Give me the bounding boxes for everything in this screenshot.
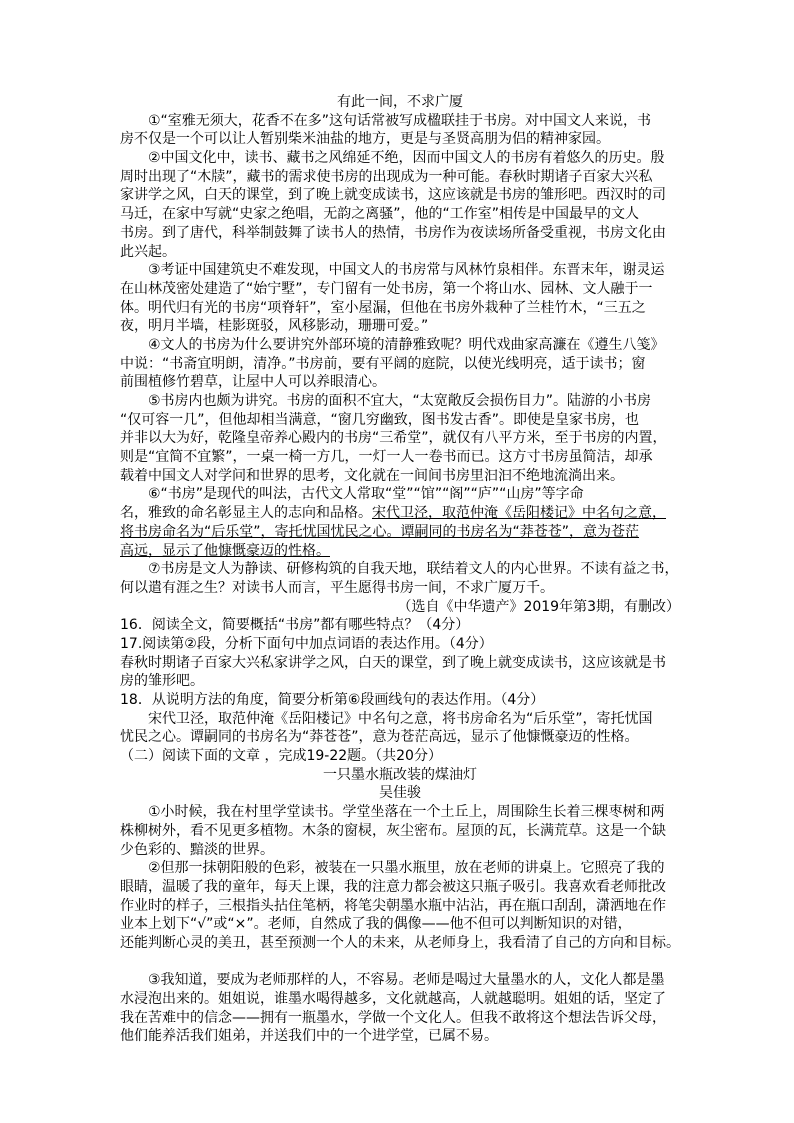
text-line: 作业时的样子，三根指头拈住笔柄，将笔尖朝墨水瓶中沾沾，再在瓶口刮刮，潇洒地在作 (120, 897, 666, 914)
article-2-paragraph-1 (120, 803, 680, 859)
text-line: 少色彩的、黯淡的世界。 (120, 841, 274, 858)
question-17: 17.阅读第②段，分析下面句中加点词语的表达作用。（4分） (120, 635, 493, 652)
underlined-sentence: 宋代卫泾，取范仲淹《岳阳楼记》中名句之意， (372, 505, 666, 522)
underlined-sentence: 高远，显示了他慷慨豪迈的性格。 (120, 542, 330, 559)
question-18-quote: 忧民之心。谭嗣同的书房名为“莽苍苍”，意为苍茫高远，显示了他慷慨豪迈的性格。 (120, 729, 639, 746)
paragraph-1 (120, 112, 680, 149)
text-line: 眼睛，温暖了我的童年，每天上课，我的注意力都会被这只瓶子吸引。我喜欢看老师批改 (120, 878, 666, 895)
text-line: ①“室雅无须大，花香不在多”这句话常被写成楹联挂于书房。对中国文人来说，书 (120, 112, 652, 129)
text-line: 家讲学之风，白天的课堂，到了晚上就变成读书，这应该就是书房的雏形吧。西汉时的司 (120, 187, 666, 204)
question-17-quote: 春秋时期诸子百家大兴私家讲学之风，白天的课堂，到了晚上就变成读书，这应该就是书 (120, 654, 666, 671)
plain-text: 名，雅致的命名彰显主人的志向和品格。 (120, 505, 372, 522)
text-line: ①小时候，我在村里学堂读书。学堂坐落在一个土丘上，周围除生长着三棵枣树和两 (120, 804, 665, 821)
text-line: 株柳树外，看不见更多植物。木条的窗棂，灰尘密布。屋顶的瓦，长满荒草。这是一个缺 (120, 822, 666, 839)
text-line: 房不仅是一个可以让人暂别柴米油盐的地方，更是与圣贤高朋为侣的精神家园。 (120, 131, 610, 148)
question-18-quote: 宋代卫泾，取范仲淹《岳阳楼记》中名句之意，将书房命名为“后乐堂”，寄托忧国 (120, 710, 653, 727)
text-line: 周时出现了“木牍”，藏书的需求使书房的出现成为一种可能。春秋时期诸子百家大兴私 (120, 168, 653, 185)
text-line: 并非以大为好，乾隆皇帝养心殿内的书房“三希堂”，就仅有八平方米，至于书房的内置， (120, 430, 667, 447)
section-2-heading: （二）阅读下面的文章 ，完成19-22题。（共20分） (120, 748, 442, 765)
text-line: “仅可容一几”，但他却相当满意，“窗几穷幽致，图书发古香”。即使是皇家书房，也 (120, 411, 640, 428)
article-title: 有此一间，不求广厦 (337, 94, 463, 110)
text-line: ③考证中国建筑史不难发现，中国文人的书房常与风林竹泉相伴。东晋末年，谢灵运 (120, 262, 665, 279)
text-line: 马迁，在家中写就“史家之绝唱，无韵之离骚”，他的“工作室”相传是中国最早的文人 (120, 206, 640, 223)
text-line: 中说：“书斋宜明朗，清净。”书房前，要有平阔的庭院，以使光线明亮，适于读书；窗 (120, 355, 646, 372)
text-line: ②但那一抹朝阳般的色彩，被装在一只墨水瓶里，放在老师的讲桌上。它照亮了我的 (120, 860, 665, 877)
underlined-sentence: 将书房命名为“后乐堂”，寄托忧国忧民之心。谭嗣同的书房名为“莽苍苍”，意为苍茫 (120, 523, 640, 540)
text-line: 则是“宜简不宜繁”，一桌一椅一方几，一灯一人一卷书而已。这方寸书房虽简洁，却承 (120, 449, 653, 466)
paragraph-2 (120, 149, 680, 261)
text-line: 他们能养活我们姐弟，并送我们中的一个进学堂，已属不易。 (120, 1028, 498, 1045)
blank-line (120, 953, 680, 972)
text-line: ②中国文化中，读书、藏书之风绵延不绝，因而中国文人的书房有着悠久的历史。殷 (120, 150, 665, 167)
question-18: 18．从说明方法的角度，简要分析第⑥段画线句的表达作用。（4分） (120, 692, 545, 708)
question-16: 16．阅读全文，简要概括“书房”都有哪些特点？（4分） (120, 617, 470, 634)
paragraph-5 (120, 392, 680, 485)
document-page (120, 93, 680, 1046)
text-line: 水浸泡出来的。姐姐说，谁墨水喝得越多，文化就越高，人就越聪明。姐姐的话，坚定了 (120, 991, 666, 1007)
text-line: 书房。到了唐代，科举制鼓舞了读书人的热情，书房作为夜读场所备受重视，书房文化由 (120, 224, 666, 241)
question-17-quote: 房的雏形吧。 (120, 673, 204, 690)
text-line: 夜，明月半墙，桂影斑驳，风移影动，珊珊可爱。” (120, 318, 429, 335)
text-line: 载着中国文人对学问和世界的思考，文化就在一间间书房里汩汩不绝地流淌出来。 (120, 467, 624, 484)
text-line: 此兴起。 (120, 243, 176, 260)
paragraph-4 (120, 336, 680, 392)
text-line: ⑤书房内也颇为讲究。书房的面积不宜大，“太宽敞反会损伤目力”。陆游的小书房 (120, 393, 652, 409)
text-line: 前围植修竹碧草，让屋中人可以养眼清心。 (120, 374, 386, 391)
text-line: ④文人的书房为什么要讲究外部环境的清静雅致呢？明代戏曲家高濂在《遵生八笺》 (120, 336, 665, 353)
article-2-title: 一只墨水瓶改装的煤油灯 (323, 766, 477, 783)
text-line: 业本上划下“√”或“×”。老师，自然成了我的偶像——他不但可以判断知识的对错， (120, 916, 632, 933)
paragraph-3 (120, 261, 680, 336)
text-line (120, 504, 680, 523)
text-line: 我在苦难中的信念——拥有一瓶墨水，学做一个文化人。但我不敢将这个想法告诉父母， (120, 1009, 666, 1026)
paragraph-6 (120, 485, 680, 560)
article-2-author: 吴佳骏 (379, 785, 421, 802)
article-2-paragraph-3 (120, 971, 680, 1046)
text-line: ⑥“书房”是现代的叫法，古代文人常取“堂”“馆”“阁”“庐”“山房”等字命 (120, 486, 584, 503)
text-line: 何以遣有涯之生？对读书人而言，平生愿得书房一间，不求广厦万千。 (120, 579, 554, 596)
text-line: 体。明代归有光的书房“项脊轩”，室小屋漏，但他在书房外栽种了兰桂竹木，“三五之 (120, 299, 646, 316)
source-citation: （选自《中华遗产》2019年第3期，有删改） (397, 598, 680, 615)
paragraph-7 (120, 560, 680, 597)
text-line: ⑦书房是文人为静读、研修构筑的自我天地，联结着文人的内心世界。不读有益之书， (120, 561, 679, 578)
article-2-paragraph-2 (120, 859, 680, 952)
text-line: 还能判断心灵的美丑，甚至预测一个人的未来，从老师身上，我看清了自己的方向和目标。 (120, 934, 680, 951)
text-line: 在山林茂密处建造了“始宁墅”，专门留有一处书房，第一个将山水、园林、文人融于一 (120, 280, 653, 297)
text-line: ③我知道，要成为老师那样的人，不容易。老师是喝过大量墨水的人，文化人都是墨 (120, 972, 665, 989)
